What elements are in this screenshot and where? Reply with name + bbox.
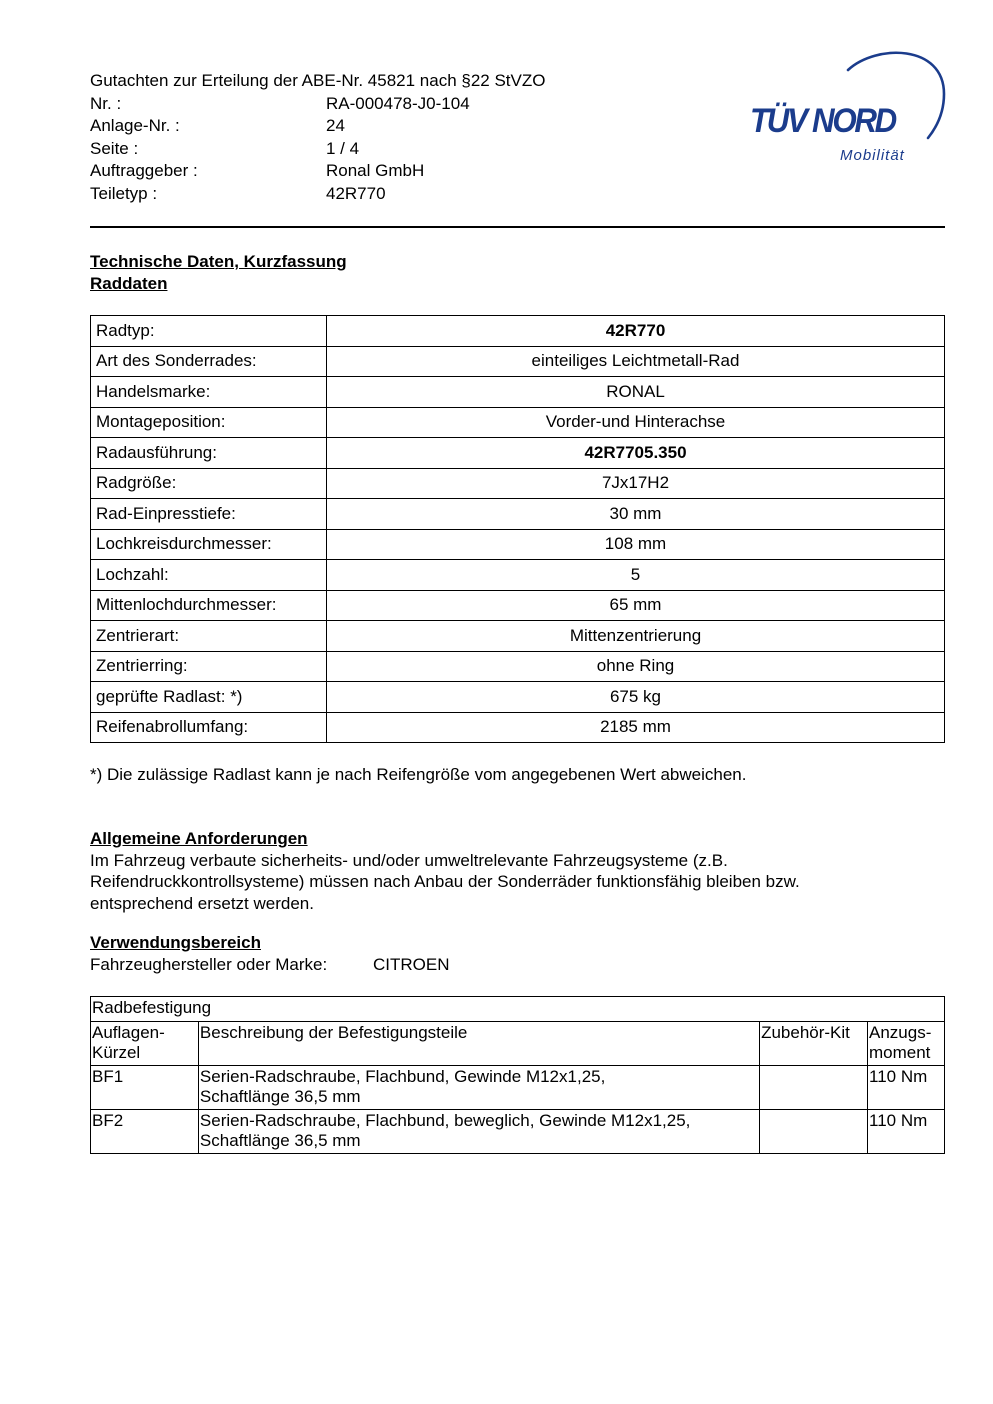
header-cell	[91, 1022, 199, 1066]
row-value: 65 mm	[327, 590, 945, 621]
logo-subtitle: Mobilität	[840, 147, 905, 164]
row-key: Radgröße:	[91, 468, 327, 499]
footnote: *) Die zulässige Radlast kann je nach Reifengröße vom angegebenen Wert abweichen.	[90, 765, 747, 784]
section-subheading: Raddaten	[90, 274, 168, 293]
row-value: Mittenzentrierung	[327, 621, 945, 652]
row-key: Lochzahl:	[91, 560, 327, 591]
paragraph-line: Reifendruckkontrollsysteme) müssen nach Anbau der Sonderräder funktionsfähig bleiben bzw.	[90, 872, 800, 891]
row-key: geprüfte Radlast: *)	[91, 682, 327, 713]
header-line: Auflagen-	[92, 1023, 165, 1042]
table-row	[91, 316, 945, 347]
document-header	[90, 70, 730, 205]
brand-row	[90, 954, 945, 976]
document-title: Gutachten zur Erteilung der ABE-Nr. 45821 nach §22 StVZO	[90, 71, 546, 90]
desc-line: Schaftlänge 36,5 mm	[199, 1087, 361, 1106]
row-key: Handelsmarke:	[91, 377, 327, 408]
header-row-number	[90, 93, 730, 116]
header-cell	[868, 1022, 945, 1066]
usage-range	[90, 932, 945, 975]
row-value: 5	[327, 560, 945, 591]
row-key: Radausführung:	[91, 438, 327, 469]
desc-cell	[198, 1066, 759, 1110]
header-key: Anlage-Nr. :	[90, 116, 180, 135]
row-value: 7Jx17H2	[327, 468, 945, 499]
desc-line: Serien-Radschraube, Flachbund, Gewinde M12x1,25,	[199, 1067, 606, 1086]
row-key: Rad-Einpresstiefe:	[91, 499, 327, 530]
header-divider	[90, 226, 945, 228]
row-value: 675 kg	[327, 682, 945, 713]
row-value: ohne Ring	[327, 651, 945, 682]
technical-headings	[90, 251, 347, 295]
row-value: Vorder-und Hinterachse	[327, 407, 945, 438]
row-value: 42R7705.350	[327, 438, 945, 469]
header-value: Ronal GmbH	[326, 161, 425, 180]
table-row	[91, 560, 945, 591]
table-row	[91, 377, 945, 408]
header-value: 42R770	[326, 183, 386, 203]
header-cell: Zubehör-Kit	[760, 1022, 868, 1066]
row-key: Lochkreisdurchmesser:	[91, 529, 327, 560]
desc-line: Serien-Radschraube, Flachbund, beweglich, Gewinde M12x1,25,	[199, 1111, 691, 1130]
tuv-nord-logo	[748, 46, 948, 171]
table-row	[91, 407, 945, 438]
kit-cell	[760, 1110, 868, 1154]
table-row	[91, 438, 945, 469]
desc-cell	[198, 1110, 759, 1154]
row-value: 42R770	[327, 316, 945, 347]
table-row	[91, 590, 945, 621]
header-value: RA-000478-J0-104	[326, 93, 470, 113]
table-row	[91, 1066, 945, 1110]
row-value: einteiliges Leichtmetall-Rad	[327, 346, 945, 377]
row-value: 108 mm	[327, 529, 945, 560]
table-row	[91, 468, 945, 499]
row-value: RONAL	[327, 377, 945, 408]
header-key: Teiletyp :	[90, 183, 158, 203]
row-key: Zentrierring:	[91, 651, 327, 682]
header-line: moment	[869, 1043, 931, 1062]
table-row	[91, 651, 945, 682]
table-row	[91, 1110, 945, 1154]
logo-wordmark: TÜV NORD	[750, 102, 895, 140]
kit-cell	[760, 1066, 868, 1110]
desc-line: Schaftlänge 36,5 mm	[199, 1131, 361, 1150]
table-header-row	[91, 1022, 945, 1066]
header-cell: Beschreibung der Befestigungsteile	[198, 1022, 759, 1066]
header-key: Nr. :	[90, 93, 122, 113]
table-row	[91, 529, 945, 560]
table-row	[91, 621, 945, 652]
torque-cell: 110 Nm	[868, 1066, 945, 1110]
row-key: Mittenlochdurchmesser:	[91, 590, 327, 621]
row-key: Reifenabrollumfang:	[91, 712, 327, 743]
table-title-row	[91, 997, 945, 1022]
header-row-client	[90, 160, 730, 183]
row-key: Montageposition:	[91, 407, 327, 438]
code-cell: BF1	[91, 1066, 199, 1110]
table-row	[91, 499, 945, 530]
header-key: Seite :	[90, 138, 139, 158]
fastening-table	[90, 996, 945, 1154]
header-key: Auftraggeber :	[90, 161, 198, 180]
row-value: 30 mm	[327, 499, 945, 530]
paragraph-line: Im Fahrzeug verbaute sicherheits- und/oder umweltrelevante Fahrzeugsysteme (z.B.	[90, 850, 728, 870]
header-line: Anzugs-	[869, 1023, 932, 1042]
row-value: 2185 mm	[327, 712, 945, 743]
section-heading: Allgemeine Anforderungen	[90, 829, 308, 848]
section-heading: Technische Daten, Kurzfassung	[90, 252, 347, 271]
row-key: Art des Sonderrades:	[91, 346, 327, 377]
row-key: Zentrierart:	[91, 621, 327, 652]
header-row-parttype	[90, 183, 730, 206]
header-row-page	[90, 138, 730, 161]
table-row	[91, 682, 945, 713]
row-key: Radtyp:	[91, 316, 327, 347]
torque-cell: 110 Nm	[868, 1110, 945, 1154]
paragraph-line: entsprechend ersetzt werden.	[90, 893, 314, 913]
table-row	[91, 346, 945, 377]
header-value: 24	[326, 116, 345, 135]
header-line: Kürzel	[92, 1043, 141, 1062]
brand-value: CITROEN	[373, 954, 450, 974]
table-title: Radbefestigung	[91, 997, 945, 1022]
brand-label: Fahrzeughersteller oder Marke:	[90, 954, 328, 974]
section-heading: Verwendungsbereich	[90, 933, 261, 952]
table-row	[91, 712, 945, 743]
general-requirements	[90, 828, 945, 914]
header-row-attachment	[90, 115, 730, 138]
header-value: 1 / 4	[326, 138, 360, 158]
wheel-data-table	[90, 315, 945, 743]
code-cell: BF2	[91, 1110, 199, 1154]
